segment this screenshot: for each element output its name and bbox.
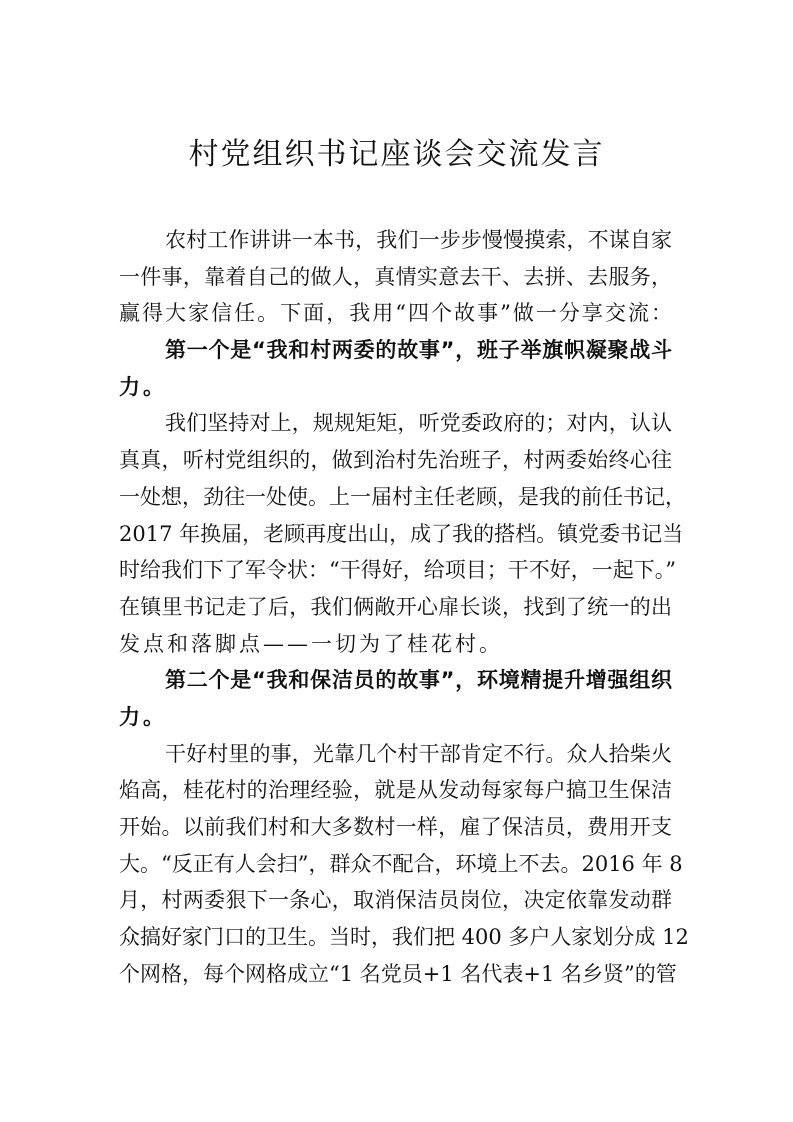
text-line: 众搞好家门口的卫生。当时，我们把 400 多户人家划分成 12 [119, 925, 689, 950]
section-2-paragraph [119, 736, 689, 993]
text-line: 真真，听村党组织的，做到治村先治班子，村两委始终心往 [119, 448, 672, 473]
text-line: 我们坚持对上，规规矩矩，听党委政府的；对内，认认 [165, 411, 672, 436]
text-line: 农村工作讲讲一本书，我们一步步慢慢摸索，不谋自家 [165, 228, 672, 252]
text-line: 赢得大家信任。下面，我用“四个故事”做一分享交流： [119, 301, 672, 326]
text-line: 时给我们下了军令状：“干得好，给项目；干不好，一起下。” [119, 558, 676, 583]
text-line: 月，村两委狠下一条心，取消保洁员岗位，决定依靠发动群 [119, 888, 672, 913]
heading-line: 力。 [119, 704, 167, 729]
text-line: 一处想，劲往一处使。上一届村主任老顾，是我的前任书记， [119, 484, 686, 509]
text-line: 干好村里的事，光靠几个村干部肯定不行。众人拾柴火 [165, 741, 672, 766]
heading-line: 第二个是“我和保洁员的故事”，环境精提升增强组织 [165, 668, 672, 693]
heading-line: 力。 [119, 374, 167, 399]
section-1-paragraph [119, 405, 686, 662]
text-line: 2017 年换届，老顾再度出山，成了我的搭档。镇党委书记当 [119, 521, 684, 546]
text-line: 焰高，桂花村的治理经验，就是从发动每家每户搞卫生保洁 [119, 778, 672, 803]
heading-line: 第一个是“我和村两委的故事”，班子举旗帜凝聚战斗 [165, 338, 672, 363]
text-line: 一件事，靠着自己的做人，真情实意去干、去拼、去服务， [119, 264, 672, 289]
text-line: 发点和落脚点——一切为了桂花村。 [119, 631, 503, 656]
text-line: 个网格，每个网格成立“1 名党员+1 名代表+1 名乡贤”的管 [119, 961, 677, 986]
document-body [119, 222, 689, 992]
document-title: 村党组织书记座谈会交流发言 [188, 137, 605, 172]
text-line: 在镇里书记走了后，我们俩敞开心扉长谈，找到了统一的出 [119, 594, 672, 619]
text-line: 开始。以前我们村和大多数村一样，雇了保洁员，费用开支 [119, 815, 672, 839]
section-heading-2 [119, 662, 672, 735]
text-line: 大。“反正有人会扫”，群众不配合，环境上不去。2016 年 8 [119, 851, 683, 876]
intro-paragraph [119, 222, 672, 332]
section-heading-1 [119, 332, 672, 405]
